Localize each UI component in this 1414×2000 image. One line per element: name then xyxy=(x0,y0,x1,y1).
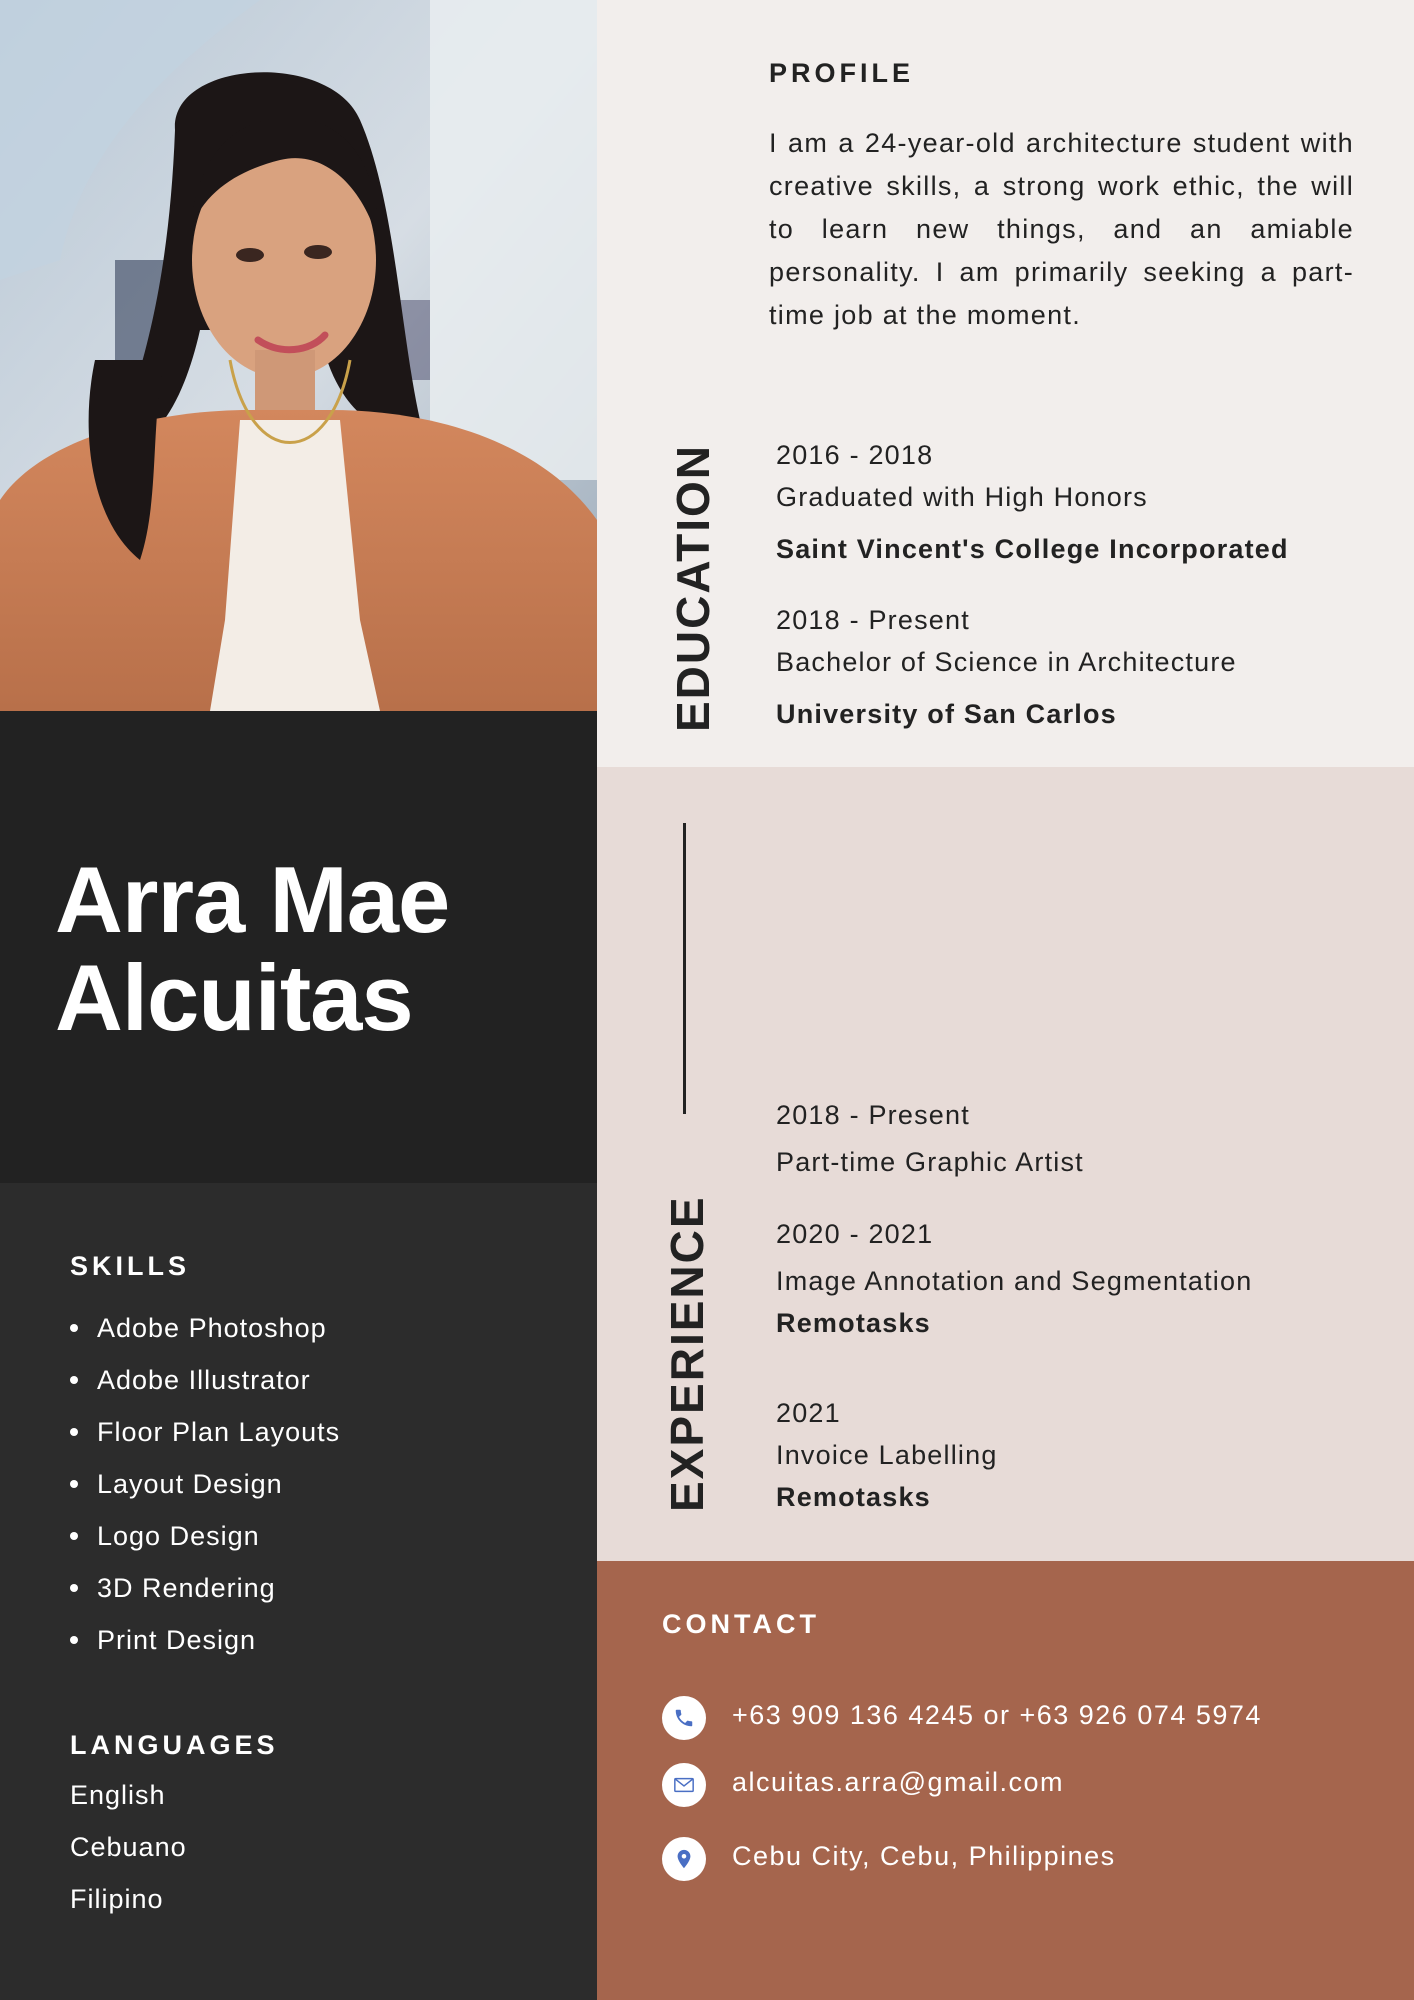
experience-role: Image Annotation and Segmentation xyxy=(776,1266,1253,1296)
education-school: University of San Carlos xyxy=(776,699,1117,729)
experience-company: Remotasks xyxy=(776,1308,931,1338)
language-item: Cebuano xyxy=(70,1832,187,1862)
location-pin-icon xyxy=(662,1837,706,1881)
education-heading: EDUCATION xyxy=(667,443,719,732)
skill-item: Logo Design xyxy=(70,1519,340,1571)
language-item: English xyxy=(70,1780,166,1810)
name-line-2: Alcuitas xyxy=(55,945,413,1050)
education-years: 2018 - Present xyxy=(776,605,970,635)
phone-icon xyxy=(662,1696,706,1740)
skill-item: Adobe Photoshop xyxy=(70,1311,340,1363)
skill-item: Print Design xyxy=(70,1623,340,1675)
contact-panel xyxy=(597,1561,1414,2000)
experience-years: 2020 - 2021 xyxy=(776,1219,934,1249)
full-name xyxy=(55,847,575,1050)
experience-years: 2018 - Present xyxy=(776,1100,970,1130)
languages-heading: LANGUAGES xyxy=(70,1730,279,1760)
experience-years: 2021 xyxy=(776,1398,841,1428)
profile-education-panel xyxy=(597,0,1414,767)
envelope-icon xyxy=(662,1763,706,1807)
skills-panel xyxy=(0,1183,597,2000)
experience-heading: EXPERIENCE xyxy=(661,1195,713,1512)
skill-item: Floor Plan Layouts xyxy=(70,1415,340,1467)
contact-phone: +63 909 136 4245 or +63 926 074 5974 xyxy=(732,1700,1262,1730)
contact-address: Cebu City, Cebu, Philippines xyxy=(732,1841,1116,1871)
name-panel xyxy=(0,711,597,1183)
language-item: Filipino xyxy=(70,1884,164,1914)
contact-heading: CONTACT xyxy=(662,1609,820,1639)
skill-item: 3D Rendering xyxy=(70,1571,340,1623)
education-detail: Bachelor of Science in Architecture xyxy=(776,647,1237,677)
education-years: 2016 - 2018 xyxy=(776,440,934,470)
profile-text: I am a 24-year-old architecture student with creative skills, a strong work ethic, the will to learn new things, and an amiable personality. I am primarily seeking a part-time job at the moment. xyxy=(769,128,1354,330)
experience-role: Invoice Labelling xyxy=(776,1440,998,1470)
education-school: Saint Vincent's College Incorporated xyxy=(776,534,1289,564)
contact-email: alcuitas.arra@gmail.com xyxy=(732,1767,1065,1797)
experience-company: Remotasks xyxy=(776,1482,931,1512)
name-line-1: Arra Mae xyxy=(55,847,450,952)
experience-panel xyxy=(597,767,1414,1561)
profile-photo xyxy=(0,0,597,711)
skill-item: Adobe Illustrator xyxy=(70,1363,340,1415)
languages-list xyxy=(70,1778,187,1934)
education-detail: Graduated with High Honors xyxy=(776,482,1148,512)
portrait-photo-illustration xyxy=(0,0,597,711)
vertical-divider xyxy=(683,823,686,1114)
experience-role: Part-time Graphic Artist xyxy=(776,1147,1084,1177)
skills-list xyxy=(70,1311,340,1675)
profile-heading: PROFILE xyxy=(769,58,915,88)
skill-item: Layout Design xyxy=(70,1467,340,1519)
skills-heading: SKILLS xyxy=(70,1251,191,1281)
